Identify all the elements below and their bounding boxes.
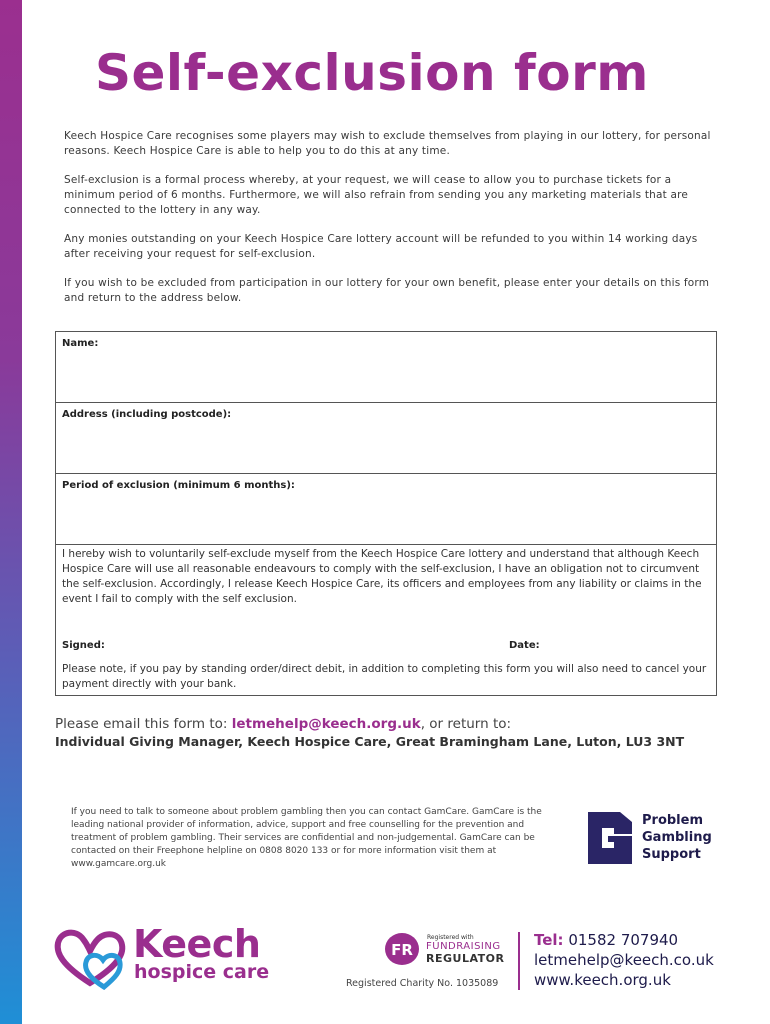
declaration-text: I hereby wish to voluntarily self-exclude myself from the Keech Hospice Care lottery and understand that although Keech Hospice Care will use all reasonable endeavours to comply with the self-exclusion, I have an obligation not to circumvent the self-exclusion. Accordingly, I release Keech Hospice Care, its officers and employees from any liability or claims in the event I fail to comply with the self exclusion.: [62, 548, 702, 605]
intro-section: [64, 129, 714, 320]
fundraising-regulator-icon: [384, 932, 420, 966]
intro-paragraph: If you wish to be excluded from participation in our lottery for your own benefit, please enter your details on this form and return to the address below.: [64, 277, 710, 304]
phone-number[interactable]: 01582 707940: [568, 931, 679, 949]
name-label: Name:: [62, 338, 99, 349]
pgs-wordmark: [642, 812, 712, 863]
contact-block: [534, 930, 714, 990]
fundraising-label: FUNDRAISING: [426, 941, 501, 952]
address-label: Address (including postcode):: [62, 409, 232, 420]
date-label: Date:: [509, 640, 540, 651]
registered-with-label: Registered with: [427, 934, 474, 941]
return-prefix: Please email this form to:: [55, 716, 232, 732]
pgs-line: Gambling: [642, 830, 712, 845]
contact-website[interactable]: www.keech.org.uk: [534, 971, 671, 989]
gamcare-info: If you need to talk to someone about problem gambling then you can contact GamCare. GamCare is the leading national provider of information, advice, support and free counselling for the prevention and treatment of problem gambling. Their services are confidential and non-judgemental. GamCare can be contacted on their Freephone helpline on 0808 8020 133 or for more information visit them at www.gamcare.org.uk: [71, 807, 542, 869]
page-title: Self-exclusion form: [95, 44, 649, 102]
return-suffix: , or return to:: [420, 716, 512, 732]
intro-paragraph: Any monies outstanding on your Keech Hospice Care lottery account will be refunded to you within 14 working days after receiving your request for self-exclusion.: [64, 233, 698, 260]
g-logo-icon: [580, 808, 640, 868]
decorative-side-bar: [0, 0, 22, 1024]
keech-wordmark: Keech: [133, 922, 261, 966]
address-field[interactable]: [56, 403, 716, 474]
intro-paragraph: Self-exclusion is a formal process whereby, at your request, we will cease to allow you to purchase tickets for a minimum period of 6 months. Furthermore, we will also refrain from sending you any marketing materials that are connected to the lottery in any way.: [64, 174, 689, 216]
charity-number: Registered Charity No. 1035089: [346, 978, 499, 989]
intro-paragraph: Keech Hospice Care recognises some players may wish to exclude themselves from playing in our lottery, for personal reasons. Keech Hospice Care is able to help you to do this at any time.: [64, 130, 711, 157]
tel-label: Tel:: [534, 931, 564, 949]
return-address: Individual Giving Manager, Keech Hospice Care, Great Bramingham Lane, Luton, LU3 3NT: [55, 734, 685, 749]
hearts-logo-icon: [52, 925, 132, 990]
regulator-label: REGULATOR: [426, 952, 505, 965]
phone-line: [534, 930, 714, 950]
contact-email[interactable]: letmehelp@keech.co.uk: [534, 951, 714, 969]
name-field[interactable]: [56, 332, 716, 403]
signed-label: Signed:: [62, 640, 105, 651]
payment-note: Please note, if you pay by standing order/direct debit, in addition to completing this form you will also need to cancel your payment directly with your bank.: [62, 663, 707, 690]
period-field[interactable]: [56, 474, 716, 545]
exclusion-form: [55, 331, 717, 696]
pgs-line: Support: [642, 847, 701, 862]
pgs-line: Problem: [642, 813, 703, 828]
return-email-link[interactable]: letmehelp@keech.org.uk: [231, 716, 421, 732]
return-instructions: [55, 716, 511, 732]
fr-badge-text: FR: [391, 941, 413, 959]
keech-subtitle: hospice care: [134, 961, 270, 983]
footer-divider: [518, 932, 520, 990]
period-label: Period of exclusion (minimum 6 months):: [62, 480, 295, 491]
